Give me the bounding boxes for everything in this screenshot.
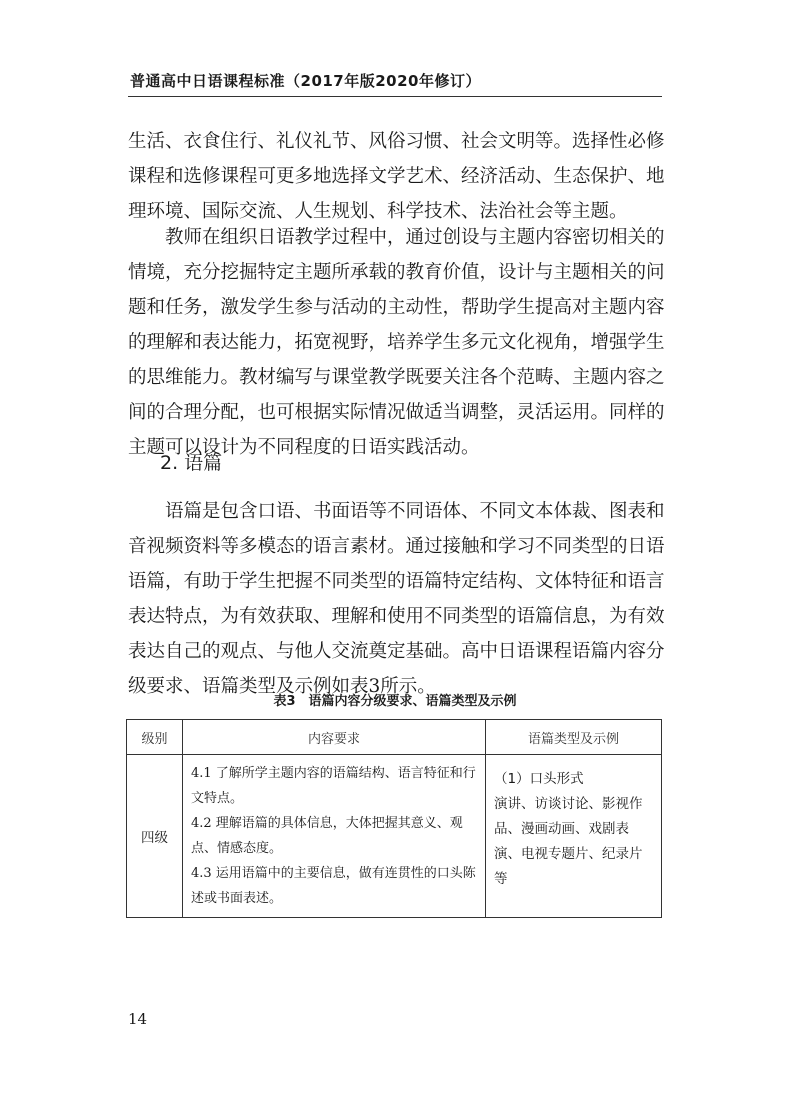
- table-header-types: 语篇类型及示例: [486, 720, 662, 755]
- requirement-item: 4.2 理解语篇的具体信息，大体把握其意义、观点、情感态度。: [191, 816, 463, 856]
- discourse-type-examples: 演讲、访谈讨论、影视作品、漫画动画、戏剧表演、电视专题片、纪录片等: [494, 796, 643, 887]
- requirement-item: 4.3 运用语篇中的主要信息，做有连贯性的口头陈述或书面表述。: [191, 866, 476, 906]
- table-header-requirements: 内容要求: [183, 720, 486, 755]
- table-cell-requirements: [183, 755, 486, 918]
- table-row: [127, 755, 662, 918]
- requirement-item: 4.1 了解所学主题内容的语篇结构、语言特征和行文特点。: [191, 766, 476, 806]
- table-header-row: [127, 720, 662, 755]
- table-caption: 表3 语篇内容分级要求、语篇类型及示例: [273, 694, 517, 709]
- paragraph-discourse: 语篇是包含口语、书面语等不同语体、不同文本体裁、图表和音视频资料等多模态的语言素材。通过接触和学习不同类型的日语语篇，有助于学生把握不同类型的语篇特定结构、文体特征和语言表达特点，为有效获取、理解和使用不同类型的语篇信息，为有效表达自己的观点、与他人交流奠定基础。高中日语课程语篇内容分级要求、语篇类型及示例如表3所示。: [128, 501, 665, 697]
- table-header-level: 级别: [127, 720, 183, 755]
- section-heading: 2. 语篇: [160, 452, 223, 474]
- discourse-table: [126, 719, 662, 918]
- running-header: 普通高中日语课程标准（2017年版2020年修订）: [130, 72, 481, 90]
- header-divider: [128, 96, 662, 97]
- table-cell-level: 四级: [127, 755, 183, 918]
- discourse-type-title: （1）口头形式: [494, 771, 584, 787]
- page-number: 14: [128, 1010, 148, 1028]
- paragraph-topics: 生活、衣食住行、礼仪礼节、风俗习惯、社会文明等。选择性必修课程和选修课程可更多地选择文学艺术、经济活动、生态保护、地理环境、国际交流、人生规划、科学技术、法治社会等主题。: [128, 131, 665, 222]
- paragraph-teaching: 教师在组织日语教学过程中，通过创设与主题内容密切相关的情境，充分挖掘特定主题所承载的教育价值，设计与主题相关的问题和任务，激发学生参与活动的主动性，帮助学生提高对主题内容的理解和表达能力，拓宽视野，培养学生多元文化视角，增强学生的思维能力。教材编写与课堂教学既要关注各个范畴、主题内容之间的合理分配，也可根据实际情况做适当调整，灵活运用。同样的主题可以设计为不同程度的日语实践活动。: [128, 227, 665, 458]
- table-cell-types: [486, 755, 662, 918]
